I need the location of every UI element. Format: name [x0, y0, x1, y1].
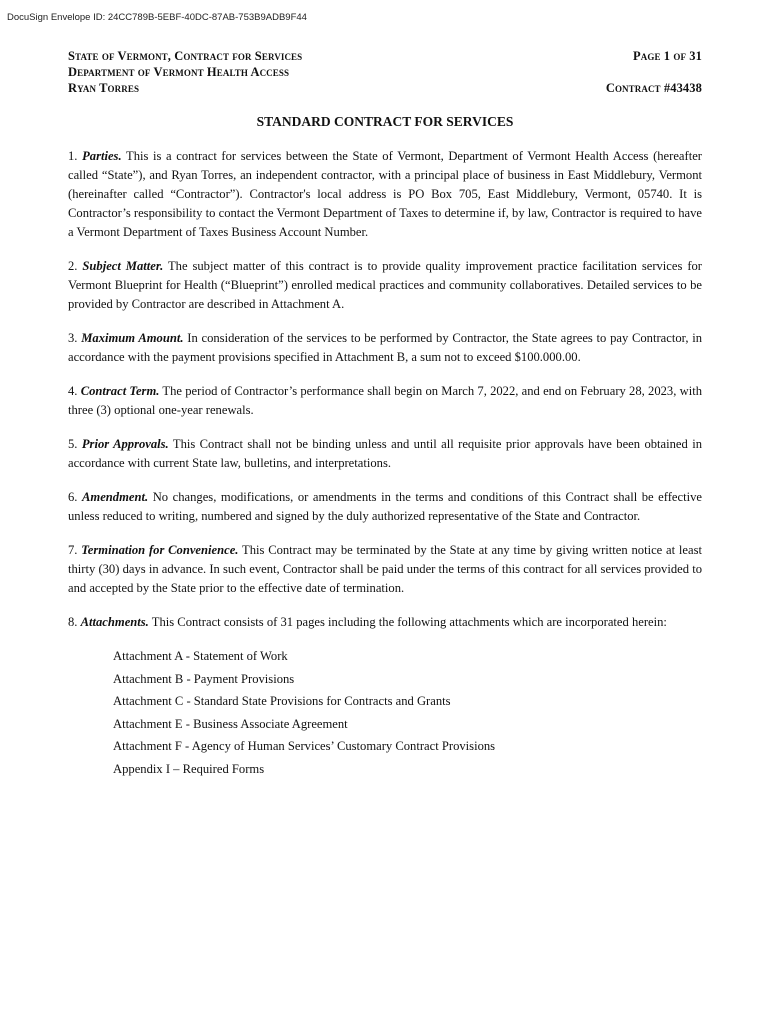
paragraph-heading: Termination for Convenience.	[81, 543, 239, 557]
paragraph-subject-matter	[68, 257, 702, 314]
paragraph-text: This Contract may be terminated by the State at any time by giving written notice at least thirty (30) days in advance. In such event, Contractor shall be paid under the terms of this contract for all services provided to and accepted by the State prior to the effective date of termination.	[68, 543, 702, 595]
paragraph-number: 3.	[68, 331, 78, 345]
document-header-left	[68, 48, 302, 96]
header-department-line: Department of Vermont Health Access	[68, 65, 290, 79]
paragraph-termination	[68, 541, 702, 598]
paragraph-text: No changes, modifications, or amendments in the terms and conditions of this Contract shall be effective unless reduced to writing, numbered and signed by the duly authorized representative of the State and Contractor.	[68, 490, 702, 523]
paragraph-heading: Amendment.	[82, 490, 149, 504]
paragraph-attachments	[68, 613, 702, 632]
paragraph-heading: Parties.	[82, 149, 122, 163]
paragraph-text: This is a contract for services between the State of Vermont, Department of Vermont Health Access (hereafter called “State”), and Ryan Torres, an independent contractor, with a principal place of business in East Middlebury, Vermont (hereinafter called “Contractor”). Contractor's local address is PO Box 705, East Middlebury, Vermont, 05740. It is Contractor’s responsibility to contact the Vermont Department of Taxes to determine if, by law, Contractor is required to have a Vermont Department of Taxes Business Account Number.	[68, 149, 702, 239]
list-item: Attachment C - Standard State Provisions for Contracts and Grants	[113, 694, 451, 708]
attachments-list	[113, 645, 702, 780]
paragraph-parties	[68, 147, 702, 242]
list-item: Attachment E - Business Associate Agreement	[113, 716, 348, 731]
paragraph-heading: Maximum Amount.	[81, 331, 184, 345]
paragraph-heading: Prior Approvals.	[81, 437, 169, 451]
header-state-line: State of Vermont, Contract for Services	[68, 49, 303, 63]
paragraph-heading: Contract Term.	[80, 384, 160, 398]
docusign-envelope-id: DocuSign Envelope ID: 24CC789B-5EBF-40DC-87AB-753B9ADB9F44	[7, 12, 307, 23]
paragraph-text: The period of Contractor’s performance shall begin on March 7, 2022, and end on February 28, 2023, with three (3) optional one-year renewals.	[68, 384, 703, 417]
list-item: Attachment B - Payment Provisions	[113, 671, 295, 686]
paragraph-contract-term	[68, 382, 702, 420]
paragraph-text: In consideration of the services to be performed by Contractor, the State agrees to pay Contractor, in accordance with the payment provisions specified in Attachment B, a sum not to exceed $100.000.00.	[68, 331, 703, 364]
paragraph-heading: Attachments.	[80, 615, 149, 629]
paragraph-number: 5.	[68, 437, 78, 451]
document-title: STANDARD CONTRACT FOR SERVICES	[256, 114, 514, 129]
paragraph-text: This Contract shall not be binding unless and until all requisite prior approvals have been obtained in accordance with current State law, bulletins, and interpretations.	[68, 437, 702, 470]
paragraph-number: 1.	[68, 149, 78, 163]
paragraph-number: 7.	[68, 543, 78, 557]
page-number: Page 1 of 31	[633, 49, 702, 63]
paragraph-text: This Contract consists of 31 pages including the following attachments which are incorporated herein:	[151, 615, 667, 629]
paragraph-heading: Subject Matter.	[82, 259, 164, 273]
header-contractor-line: Ryan Torres	[68, 81, 140, 95]
paragraph-amendment	[68, 488, 702, 526]
paragraph-prior-approvals	[68, 435, 702, 473]
contract-body	[68, 147, 702, 780]
paragraph-text: The subject matter of this contract is to provide quality improvement practice facilitation services for Vermont Blueprint for Health (“Blueprint”) enrolled medical practices and community collaboratives. Detailed services to be provided by Contractor are described in Attachment A.	[68, 259, 702, 311]
paragraph-number: 2.	[68, 259, 78, 273]
list-item: Attachment F - Agency of Human Services’ Customary Contract Provisions	[113, 739, 496, 753]
paragraph-maximum-amount	[68, 329, 702, 367]
paragraph-number: 4.	[68, 384, 78, 398]
list-item: Appendix I – Required Forms	[113, 761, 265, 776]
paragraph-number: 6.	[68, 490, 78, 504]
paragraph-number: 8.	[68, 615, 78, 629]
contract-number: Contract #43438	[605, 81, 702, 95]
document-header-right	[606, 48, 702, 96]
list-item: Attachment A - Statement of Work	[113, 649, 288, 663]
